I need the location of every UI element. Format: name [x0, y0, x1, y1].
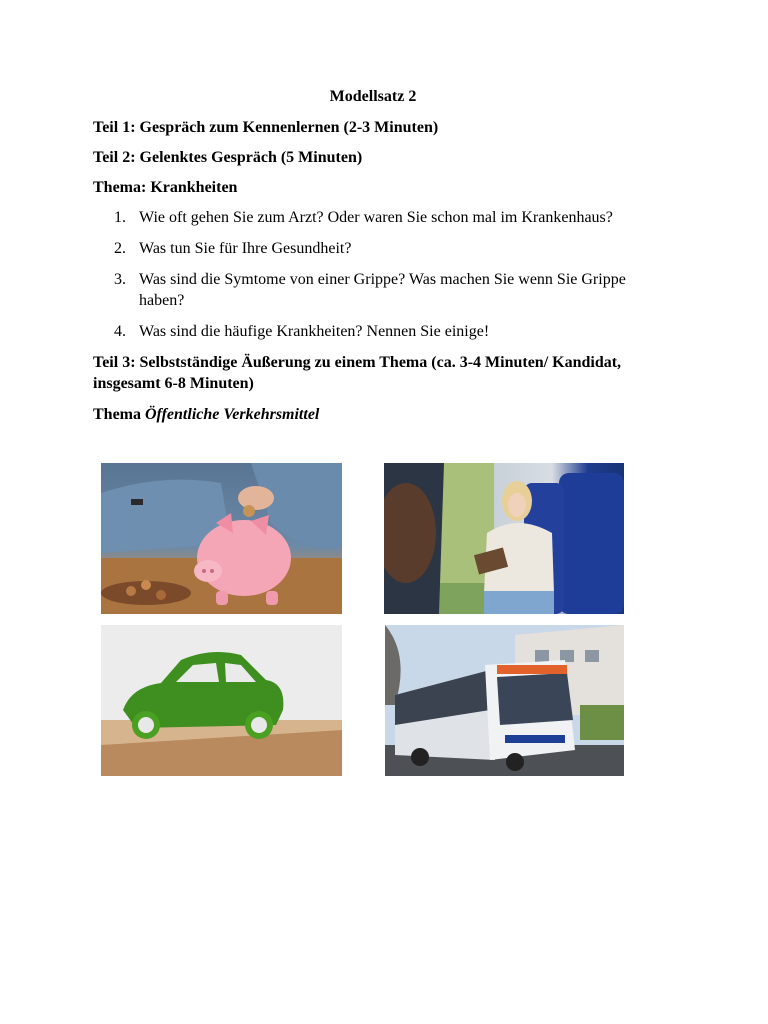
topic-verkehrsmittel — [93, 404, 653, 425]
topic-krankheiten: Thema: Krankheiten — [93, 179, 238, 196]
list-number: 4. — [114, 323, 126, 340]
list-number: 2. — [114, 240, 126, 257]
list-number: 1. — [114, 209, 126, 226]
city-bus-illustration — [385, 625, 624, 776]
question-list — [93, 207, 653, 342]
city-bus-photo — [385, 625, 624, 776]
green-car-photo — [101, 625, 342, 776]
question-text: Was sind die Symtome von einer Grippe? Was machen Sie wenn Sie Grippe haben? — [139, 271, 626, 309]
list-item — [93, 269, 653, 311]
document-title: Modellsatz 2 — [329, 88, 417, 105]
train-passenger-illustration — [384, 463, 624, 614]
piggy-bank-photo — [101, 463, 342, 614]
section-teil2: Teil 2: Gelenktes Gespräch (5 Minuten) — [93, 149, 363, 166]
topic-title: Öffentliche Verkehrsmittel — [145, 406, 320, 423]
list-item — [93, 238, 653, 259]
section-teil1: Teil 1: Gespräch zum Kennenlernen (2-3 Minuten) — [93, 119, 439, 136]
train-passenger-photo — [384, 463, 624, 614]
list-item — [93, 207, 653, 228]
list-number: 3. — [114, 271, 126, 288]
question-text: Was tun Sie für Ihre Gesundheit? — [139, 240, 352, 257]
document-body — [93, 86, 653, 425]
piggy-bank-illustration — [101, 463, 342, 614]
topic-prefix: Thema — [93, 406, 145, 423]
section-teil3: Teil 3: Selbstständige Äußerung zu einem Thema (ca. 3-4 Minuten/ Kandidat, insgesamt 6-8 Minuten) — [93, 354, 622, 392]
question-text: Was sind die häufige Krankheiten? Nennen Sie einige! — [139, 323, 490, 340]
list-item — [93, 321, 653, 342]
green-car-illustration — [101, 625, 342, 776]
question-text: Wie oft gehen Sie zum Arzt? Oder waren Sie schon mal im Krankenhaus? — [139, 209, 613, 226]
